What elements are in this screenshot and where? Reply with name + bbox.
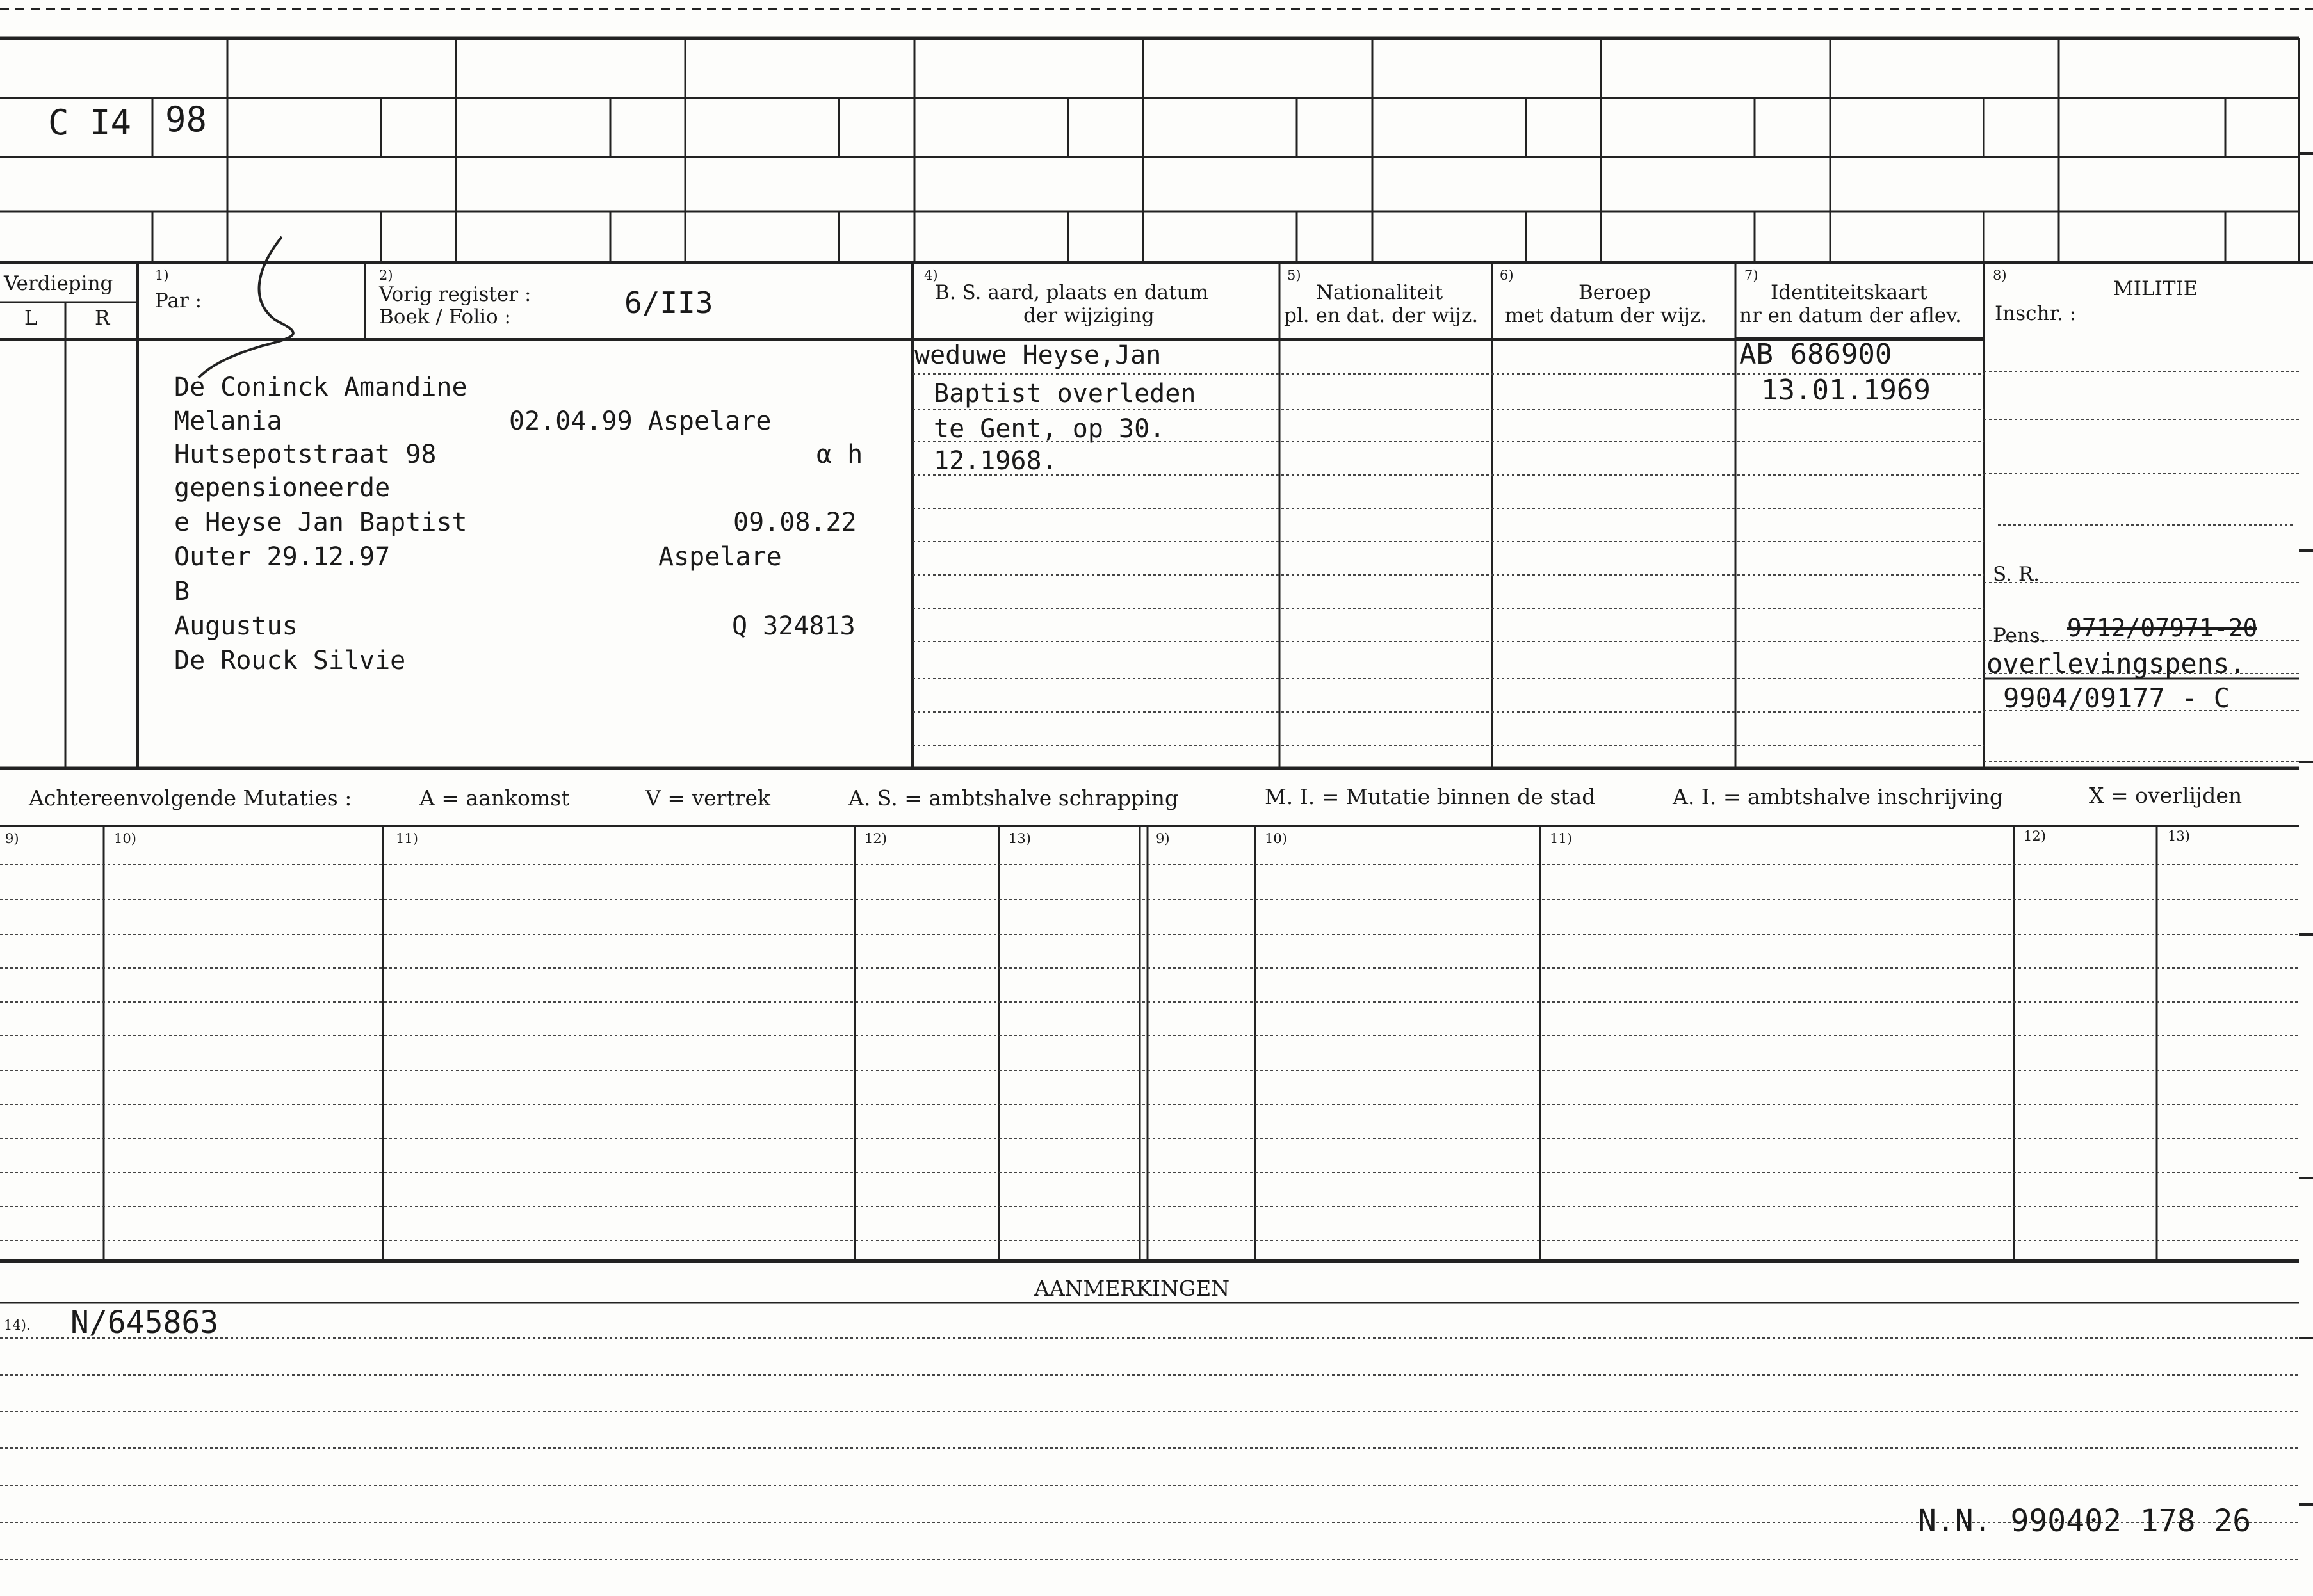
- pens-struck-number: 9712/07971-20: [2067, 616, 2258, 640]
- r-label: R: [95, 307, 110, 330]
- beroep-header-line2: met datum der wijz.: [1505, 304, 1707, 327]
- id-header-line1: Identiteitskaart: [1771, 281, 1927, 304]
- spouse-birth-place: Aspelare: [658, 542, 782, 572]
- mut-col-11b: 11): [1550, 831, 1572, 846]
- mut-col-13a: 13): [1009, 831, 1031, 846]
- id-card-number: AB 686900: [1739, 338, 1892, 371]
- mut-col-11a: 11): [396, 831, 418, 846]
- spouse-date: 09.08.22: [733, 508, 857, 537]
- mut-col-9b: 9): [1156, 831, 1170, 846]
- id-card-date: 13.01.1969: [1761, 374, 1931, 407]
- aanmerkingen-title: AANMERKINGEN: [1034, 1276, 1230, 1301]
- spouse-birth: Outer 29.12.97: [174, 542, 391, 572]
- bs-number: 4): [924, 268, 938, 283]
- mother-name: De Rouck Silvie: [174, 646, 406, 675]
- remarks-number: 14).: [4, 1318, 31, 1333]
- id-number-label: 7): [1744, 268, 1758, 283]
- person-line-b: B: [174, 577, 190, 606]
- bs-entry-1: weduwe Heyse,Jan: [914, 341, 1162, 370]
- mut-col-12b: 12): [2024, 828, 2046, 844]
- bs-header-line2: der wijziging: [1023, 304, 1155, 327]
- vorig-register-value: 6/II3: [624, 286, 713, 320]
- mutatie-vertrek: V = vertrek: [645, 786, 770, 810]
- card-code: C I4: [48, 102, 132, 143]
- par-number: 1): [155, 268, 169, 283]
- militie-label: MILITIE: [2113, 277, 2198, 300]
- l-label: L: [24, 307, 38, 330]
- beroep-header-line1: Beroep: [1579, 281, 1651, 304]
- pens-label: Pens.: [1993, 624, 2047, 647]
- person-address-mark: α h: [816, 440, 863, 469]
- nat-number: 5): [1287, 268, 1301, 283]
- bs-entry-2: Baptist overleden: [934, 379, 1196, 408]
- pens-note: overlevingspens.: [1986, 648, 2246, 679]
- mutatie-inschrijving: A. I. = ambtshalve inschrijving: [1673, 784, 2004, 809]
- person-address: Hutsepotstraat 98: [174, 440, 437, 469]
- mut-col-10a: 10): [114, 831, 136, 846]
- person-birth-date: 02.04.99 Aspelare: [509, 407, 772, 436]
- person-given-name: Melania: [174, 407, 282, 436]
- militie-number: 8): [1993, 268, 2007, 283]
- mut-col-13b: 13): [2168, 828, 2190, 844]
- spouse-name: e Heyse Jan Baptist: [174, 508, 467, 537]
- par-bracket-mark: [199, 237, 293, 378]
- mutatie-overlijden: X = overlijden: [2089, 783, 2243, 808]
- nat-header-line2: pl. en dat. der wijz.: [1284, 304, 1479, 327]
- mut-col-12a: 12): [864, 831, 887, 846]
- father-code: Q 324813: [732, 611, 856, 641]
- mutatie-schrapping: A. S. = ambtshalve schrapping: [848, 786, 1179, 810]
- mut-col-10b: 10): [1265, 831, 1287, 846]
- bs-entry-3: te Gent, op 30.: [934, 414, 1165, 444]
- mutatie-aankomst: A = aankomst: [419, 786, 570, 810]
- par-label: Par :: [155, 289, 202, 312]
- bs-header-line1: B. S. aard, plaats en datum: [935, 281, 1208, 304]
- boek-folio-label: Boek / Folio :: [379, 305, 511, 328]
- remarks-value: N/645863: [70, 1305, 219, 1341]
- sr-label: S. R.: [1993, 563, 2040, 586]
- national-number: N.N. 990402 178 26: [1918, 1503, 2252, 1539]
- bs-entry-4: 12.1968.: [934, 446, 1057, 476]
- vorig-register-label: Vorig register :: [379, 283, 532, 306]
- verdieping-label: Verdieping: [4, 272, 113, 295]
- vorig-number: 2): [379, 268, 393, 283]
- mutatie-binnen-stad: M. I. = Mutatie binnen de stad: [1265, 784, 1596, 809]
- nat-header-line1: Nationaliteit: [1316, 281, 1443, 304]
- person-name: De Coninck Amandine: [174, 373, 467, 402]
- inschr-label: Inschr. :: [1995, 302, 2077, 325]
- person-occupation: gepensioneerde: [174, 473, 391, 503]
- pens-number: 9904/09177 - C: [2003, 682, 2230, 714]
- father-name: Augustus: [174, 611, 298, 641]
- beroep-number: 6): [1500, 268, 1514, 283]
- card-number: 98: [165, 99, 207, 140]
- mut-col-9a: 9): [5, 831, 19, 846]
- id-header-line2: nr en datum der aflev.: [1739, 304, 1961, 327]
- mutaties-title: Achtereenvolgende Mutaties :: [29, 786, 352, 810]
